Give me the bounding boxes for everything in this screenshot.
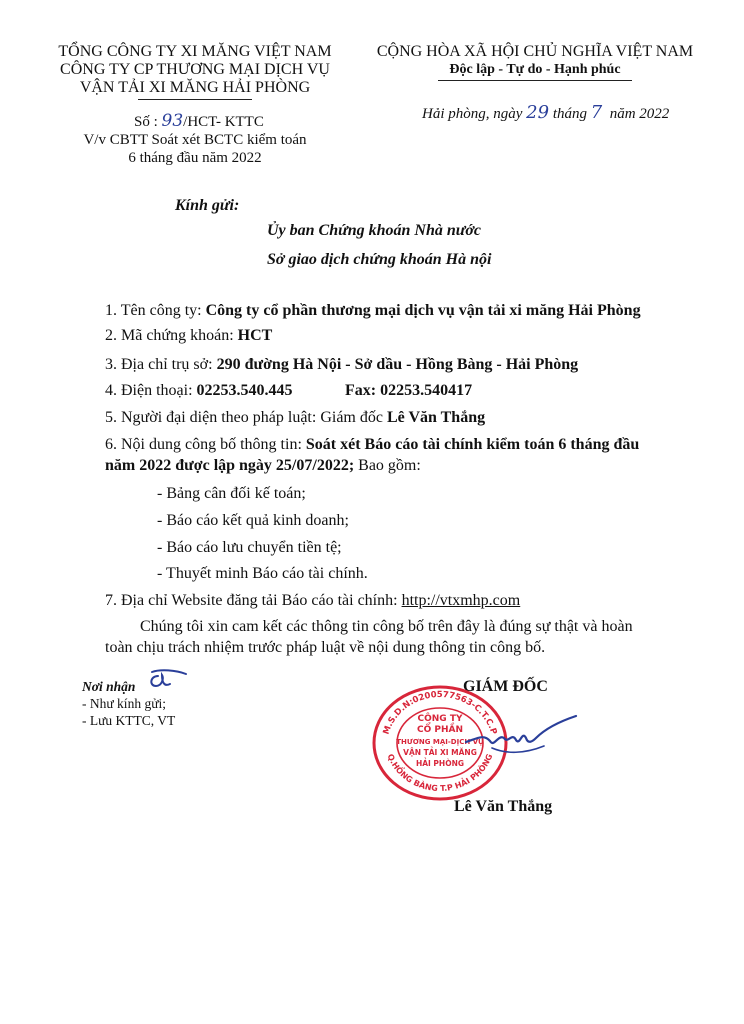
header-left-underline bbox=[138, 99, 252, 100]
sub-item-notes: - Thuyết minh Báo cáo tài chính. bbox=[157, 565, 368, 582]
salutation: Kính gửi: bbox=[175, 197, 240, 214]
seal-center-2: CỔ PHẦN bbox=[416, 725, 464, 735]
item3-value: 290 đường Hà Nội - Sở dầu - Hồng Bàng - Hải Phòng bbox=[216, 356, 579, 373]
date-day: 29 bbox=[526, 102, 550, 123]
seal-center-4: VẬN TẢI XI MĂNG bbox=[403, 748, 477, 757]
sub-item-cashflow: - Báo cáo lưu chuyển tiền tệ; bbox=[157, 539, 342, 556]
company-name-line1: CÔNG TY CP THƯƠNG MẠI DỊCH VỤ bbox=[60, 61, 330, 78]
recipient-ssc: Ủy ban Chứng khoán Nhà nước bbox=[267, 222, 482, 239]
item1-value: Công ty cổ phần thương mại dịch vụ vận tải xi măng Hải Phòng bbox=[205, 302, 641, 319]
doc-number-prefix: Số : bbox=[134, 114, 158, 130]
item-disclosure-content-cont bbox=[105, 456, 421, 476]
item1-label: 1. Tên công ty: bbox=[105, 302, 206, 319]
item2-value: HCT bbox=[237, 327, 273, 344]
initials-scribble-icon bbox=[146, 666, 192, 692]
item-legal-rep bbox=[105, 408, 485, 428]
national-title: CỘNG HÒA XÃ HỘI CHỦ NGHĨA VIỆT NAM bbox=[376, 43, 694, 60]
sub-item-income-statement: - Báo cáo kết quả kinh doanh; bbox=[157, 512, 349, 529]
item-company-name bbox=[105, 301, 641, 321]
item6-value-b: năm 2022 được lập ngày 25/07/2022; bbox=[105, 457, 355, 474]
signer-name: Lê Văn Thắng bbox=[454, 798, 553, 815]
item4-phone: 02253.540.445 bbox=[196, 382, 293, 399]
agency-name: TỔNG CÔNG TY XI MĂNG VIỆT NAM bbox=[58, 43, 332, 60]
recipient-hnx: Sở giao dịch chứng khoán Hà nội bbox=[267, 251, 492, 268]
doc-number-handwritten: 93 bbox=[161, 111, 184, 131]
sub-item-balance-sheet: - Bảng cân đối kế toán; bbox=[157, 485, 306, 502]
item6-value-a: Soát xét Báo cáo tài chính kiểm toán 6 tháng đầu bbox=[305, 436, 640, 453]
commitment-line2: toàn chịu trách nhiệm trước pháp luật về nội dung thông tin công bố. bbox=[105, 639, 546, 656]
recipients-line1: - Như kính gửi; bbox=[82, 696, 167, 711]
recipients-line2: - Lưu KTTC, VT bbox=[82, 713, 176, 728]
seal-ring-bottom-text: Q.HỒNG BÀNG T.P HẢI PHÒNG bbox=[385, 752, 495, 794]
seal-center-1: CÔNG TY bbox=[417, 714, 463, 724]
seal-center-5: HẢI PHÒNG bbox=[415, 759, 465, 768]
commitment-line1: Chúng tôi xin cam kết các thông tin công bố trên đây là đúng sự thật và hoàn bbox=[140, 618, 633, 635]
seal-ring-top-text: M.S.D.N:0200577563-C.T.C.P bbox=[381, 689, 499, 736]
item4-fax: Fax: 02253.540417 bbox=[345, 382, 473, 399]
date-year: năm 2022 bbox=[609, 106, 670, 122]
document-date bbox=[422, 103, 669, 124]
doc-number-suffix: /HCT- KTTC bbox=[183, 114, 264, 130]
item6-label: 6. Nội dung công bố thông tin: bbox=[105, 436, 306, 453]
header-right-underline bbox=[438, 80, 632, 81]
item2-label: 2. Mã chứng khoán: bbox=[105, 327, 238, 344]
recipients-title: Nơi nhận bbox=[82, 679, 136, 694]
national-motto: Độc lập - Tự do - Hạnh phúc bbox=[449, 62, 621, 77]
website-link[interactable]: http://vtxmhp.com bbox=[401, 592, 521, 609]
company-name-line2: VẬN TẢI XI MĂNG HẢI PHÒNG bbox=[79, 79, 311, 96]
item5-value: Lê Văn Thắng bbox=[386, 409, 486, 426]
item7-label: 7. Địa chỉ Website đăng tải Báo cáo tài chính: bbox=[105, 592, 402, 609]
item-address bbox=[105, 355, 578, 375]
date-prefix: Hải phòng, ngày bbox=[422, 106, 523, 122]
item4-label: 4. Điện thoại: bbox=[105, 382, 197, 399]
subject-line1: V/v CBTT Soát xét BCTC kiểm toán bbox=[83, 132, 307, 148]
item6-tail: Bao gồm: bbox=[354, 457, 421, 474]
date-month-label: tháng bbox=[552, 106, 587, 122]
seal-center-3: THƯƠNG MẠI-DỊCH VỤ bbox=[396, 738, 484, 746]
item-disclosure-content bbox=[105, 435, 639, 455]
item5-label: 5. Người đại diện theo pháp luật: Giám đốc bbox=[105, 409, 387, 426]
item-stock-code bbox=[105, 326, 272, 346]
signature-scribble-icon bbox=[462, 708, 582, 768]
document-number bbox=[134, 112, 264, 132]
subject-line2: 6 tháng đầu năm 2022 bbox=[128, 150, 262, 166]
item-website bbox=[105, 591, 520, 611]
signature-title: GIÁM ĐỐC bbox=[463, 678, 548, 695]
item3-label: 3. Địa chỉ trụ sở: bbox=[105, 356, 217, 373]
item-phone bbox=[105, 381, 293, 401]
date-month: 7 bbox=[590, 102, 603, 123]
